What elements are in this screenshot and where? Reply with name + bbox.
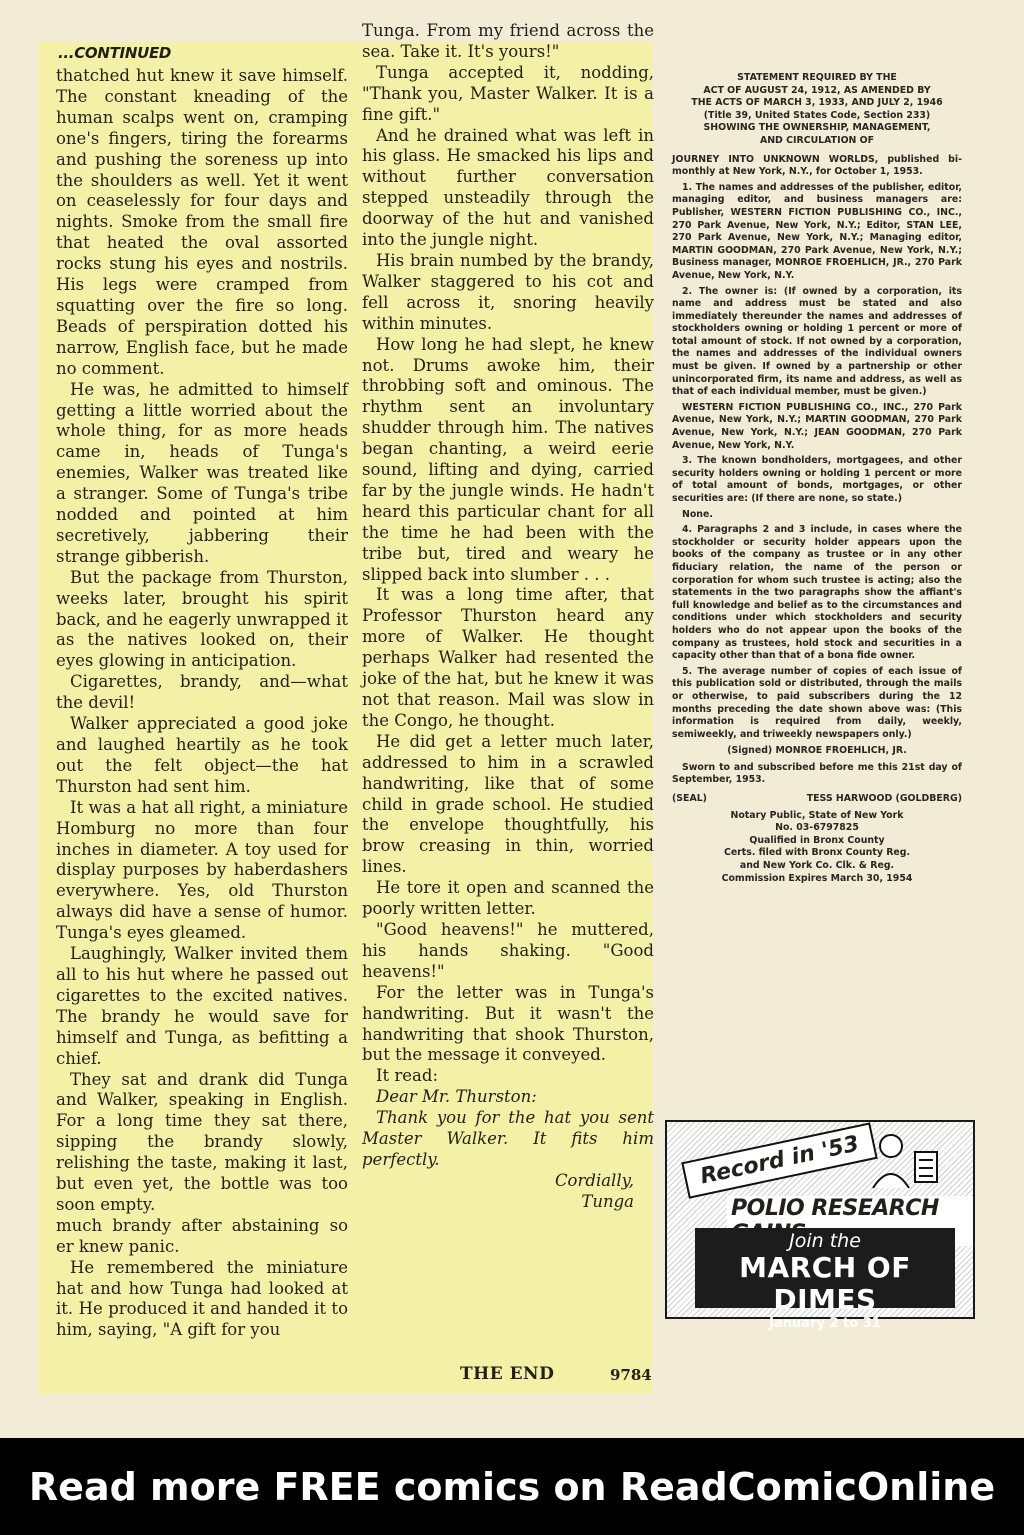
notary-line: Qualified in Bronx County: [749, 834, 885, 846]
paragraph: His brain numbed by the brandy, Walker staggered to his cot and fell across it, snoring heavily within minutes.: [362, 250, 654, 333]
statement-heading-line: (Title 39, United States Code, Section 233): [703, 109, 931, 121]
record-badge: Record in '53: [681, 1122, 878, 1198]
paragraph: "Good heavens!" he muttered, his hands shaking. "Good heavens!": [362, 919, 654, 981]
letter-salutation: Dear Mr. Thurston:: [376, 1087, 537, 1107]
notary-line: Notary Public, State of New York: [730, 809, 904, 821]
statement-heading-line: THE ACTS OF MARCH 3, 1933, AND JULY 2, 1946: [691, 97, 943, 109]
statement-paragraph: 3. The known bondholders, mortgagees, and other security holders owning or holding 1 percent or more of total amount of bonds, mortgages, or other securities are: (If there are none, so state.): [672, 455, 962, 504]
paragraph: They sat and drank did Tunga and Walker, speaking in English. For a long time they sat there, sipping the brandy slowly, relishing the taste, making it last, but even yet, the bottle was too soon empty.: [56, 1069, 348, 1214]
paragraph: How long he had slept, he knew not. Drums awoke him, their throbbing soft and ominous. The rhythm sent an involuntary shudder through him. The natives began chanting, a weird eerie sound, lifting and dying, carried far by the jungle winds. He hadn't heard this particular chant for all the time he had been with the tribe but, tired and weary he slipped back into slumber . . .: [362, 334, 654, 584]
notary-name: TESS HARWOOD (GOLDBERG): [806, 793, 962, 805]
notary-line: Commission Expires March 30, 1954: [721, 872, 913, 884]
statement-paragraph: None.: [682, 508, 713, 520]
paragraph: It was a hat all right, a miniature Homburg no more than four inches in diameter. A toy used for display purposes by haberdashers everywhere. Yes, old Thurston always did have a sense of humor. Tunga's eyes gleamed.: [56, 797, 348, 943]
letter-signature: Tunga: [581, 1191, 634, 1211]
page-code: 9784: [610, 1366, 652, 1384]
promo-banner[interactable]: Read more FREE comics on ReadComicOnline: [0, 1438, 1024, 1535]
statement-paragraph: WESTERN FICTION PUBLISHING CO., INC., 270 Park Avenue, New York, N.Y.; MARTIN GOODMAN, 270 Park Avenue, New York, N.Y.; JEAN GOODMAN, 270 Park Avenue, New York, N.Y.: [672, 401, 962, 451]
paragraph: thatched hut knew it save himself. The constant kneading of the human scalps went on, cramping one's fingers, tiring the forearms and pushing the soreness up into the shoulders as well. Yet it went on ceaselessly for four days and nights. Smoke from the small fire that heated the oval assorted rocks stung his eyes and nostrils. His legs were cramped from squatting over the fire so long. Beads of perspiration dotted his narrow, English face, but he made no comment.: [56, 66, 348, 378]
march-of-dimes-title: MARCH OF DIMES: [739, 1251, 911, 1316]
paragraph: Laughingly, Walker invited them all to his hut where he passed out cigarettes to the excited natives. The brandy he would save for himself and Tunga, as befitting a chief.: [56, 944, 348, 1068]
paragraph: He was, he admitted to himself getting a little worried about the whole thing, for as more heads came in, heads of Tunga's enemies, Walker was treated like a stranger. Some of Tunga's tribe nodded and pointed at him secretively, jabbering their strange gibberish.: [56, 379, 348, 566]
statement-paragraph: 4. Paragraphs 2 and 3 include, in cases where the stockholder or security holder appears upon the books of the company as trustee or in any other fiduciary relation, the name of the person or corporation for whom such trustee is acting; also the statements in the two paragraphs show the affiant's full knowledge and belief as to the circumstances and conditions under which stockholders and security holders who do not appear upon the books of the company as trustees, hold stock and securities in a capacity other than that of a bona fide owner.: [672, 524, 962, 662]
paragraph: Tunga accepted it, nodding, "Thank you, Master Walker. It is a fine gift.": [362, 62, 654, 124]
campaign-dates: January 2 to 31: [769, 1316, 881, 1331]
seal-label: (SEAL): [672, 793, 707, 805]
letter-body: Thank you for the hat you sent Master Walker. It fits him perfectly.: [362, 1108, 654, 1169]
paragraph: It read:: [376, 1066, 439, 1086]
statement-signed: (Signed) MONROE FROEHLICH, JR.: [727, 745, 907, 757]
story-column-2: [362, 21, 654, 1213]
statement-sworn: Sworn to and subscribed before me this 21st day of September, 1953.: [672, 761, 962, 786]
notary-line: No. 03-6797825: [775, 822, 859, 834]
seal-row: [672, 793, 962, 806]
statement-heading-line: STATEMENT REQUIRED BY THE: [737, 72, 897, 83]
march-of-dimes-ad: [665, 1120, 975, 1331]
paragraph: He did get a letter much later, addressed to him in a scrawled handwriting, like that of some child in grade school. He studied the envelope thoughtfully, his brow creasing in thin, worried lines.: [362, 731, 654, 877]
statement-heading-line: SHOWING THE OWNERSHIP, MANAGEMENT,: [703, 122, 931, 134]
the-end-label: THE END: [460, 1364, 555, 1384]
paragraph: Walker appreciated a good joke and laughed heartily as he took out the felt object—the hat Thurston had sent him.: [56, 714, 348, 796]
continued-header: ...CONTINUED: [58, 44, 172, 62]
statement-heading-line: AND CIRCULATION OF: [759, 134, 875, 146]
notary-line: and New York Co. Clk. & Reg.: [739, 860, 895, 872]
paragraph: For the letter was in Tunga's handwriting. But it wasn't the handwriting that shook Thurston, but the message it conveyed.: [362, 982, 654, 1065]
statement-paragraph: JOURNEY INTO UNKNOWN WORLDS, published bi-monthly at New York, N.Y., for October 1, 1953.: [672, 153, 962, 178]
story-column-1: [56, 66, 348, 1341]
ownership-statement: [672, 72, 962, 885]
paragraph: But the package from Thurston, weeks later, brought his spirit back, and he eagerly unwrapped it as the natives looked on, their eyes glowing in anticipation.: [56, 567, 348, 671]
paragraph: It was a long time after, that Professor Thurston heard any more of Walker. He thought perhaps Walker had resented the joke of the hat, but he knew it was not that reason. Mail was slow in the Congo, he thought.: [362, 585, 654, 730]
statement-paragraph: 1. The names and addresses of the publisher, editor, managing editor, and business managers are: Publisher, WESTERN FICTION PUBLISHING CO., INC., 270 Park Avenue, New York, N.Y.; Editor, STAN LEE, 270 Park Avenue, New York, N.Y.; Managing editor, MARTIN GOODMAN, 270 Park Avenue, New York, N.Y.; Business manager, MONROE FROEHLICH, JR., 270 Park Avenue, New York, N.Y.: [672, 181, 962, 281]
paragraph: He tore it open and scanned the poorly written letter.: [362, 878, 654, 919]
paragraph: He remembered the miniature hat and how Tunga had looked at it. He produced it and handed it to him, saying, "A gift for you: [56, 1257, 348, 1340]
paragraph: And he drained what was left in his glass. He smacked his lips and without further conversation stepped unsteadily through the doorway of the hut and vanished into the jungle night.: [362, 125, 654, 250]
march-of-dimes-panel: [695, 1228, 955, 1331]
polio-headline: POLIO RESEARCH: [727, 1196, 973, 1246]
notary-line: Certs. filed with Bronx County Reg.: [723, 847, 911, 859]
statement-heading-line: ACT OF AUGUST 24, 1912, AS AMENDED BY: [703, 84, 931, 96]
join-label: Join the: [789, 1230, 861, 1252]
paragraph: Cigarettes, brandy, and—what the devil!: [56, 672, 348, 713]
paragraph: much brandy after abstaining so er knew panic.: [56, 1215, 348, 1256]
scientist-figure-icon: [867, 1130, 943, 1190]
statement-paragraph: 5. The average number of copies of each issue of this publication sold or distributed, through the mails or otherwise, to paid subscribers during the 12 months preceding the date shown above was: (This information is required from daily, weekly, semiweekly, and triweekly newspapers only.): [672, 665, 962, 740]
letter-closing: Cordially,: [554, 1170, 634, 1190]
paragraph: Tunga. From my friend across the sea. Take it. It's yours!": [362, 21, 654, 61]
statement-paragraph: 2. The owner is: (If owned by a corporation, its name and address must be stated and also immediately thereunder the names and addresses of stockholders owning or holding 1 percent or more of total amount of stock. If not owned by a corporation, the names and addresses of the individual owners must be given. If owned by a partnership or other unincorporated firm, its name and address, as well as that of each individual member, must be given.): [672, 285, 962, 398]
